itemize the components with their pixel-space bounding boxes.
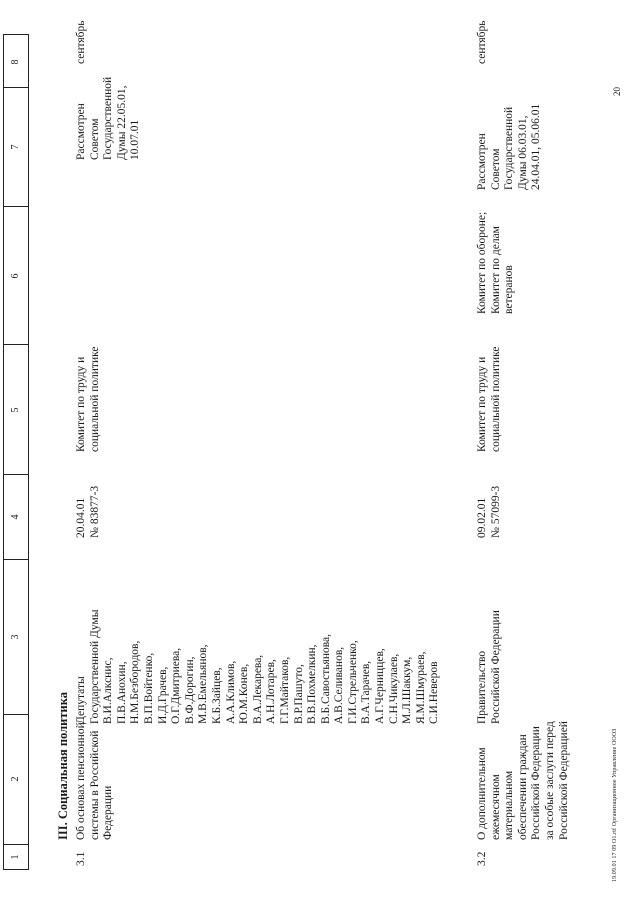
row-3-1-date-reg: 20.04.01 № 83877-3 xyxy=(75,485,101,538)
row-3-2-initiator: Правительство Российской Федерации xyxy=(476,610,502,724)
header-col-4: 4 xyxy=(10,514,21,520)
header-col-2: 2 xyxy=(10,776,21,782)
header-col-1: 1 xyxy=(10,854,21,860)
row-3-1-initiator: Депутаты Государственной Думы В.И.Алкснис, П.В.Анохин, Н.М.Безбородов, В.П.Войтенко, И.Д.Грачев, О.Г.Дмитриева, В.Ф.Дорогин, М.В.Емельянов, К.Б.Зайцев, А.А.Климов, Ю.М.Конев, В.А.Лекарева, А.Н.Лотарев, Г.Г.Майтаков, В.Р.Пашуто, В.В.Похмелкин, В.Б.Савостьянова, А.В.Селиванов, Г.И.Стрельченко, В.А.Тарачев, А.Г.Черниццев, С.Н.Чикулаев, М.Л.Шаккум, Я.М.Шмураев, С.И.Неверов xyxy=(75,609,441,724)
row-3-1-title: Об основах пенсионной системы в Российской Федерации xyxy=(75,722,115,840)
row-3-1-number: 3.1 xyxy=(75,851,87,866)
header-bottom-border xyxy=(28,34,29,870)
page-number: 20 xyxy=(612,87,622,96)
row-3-2-date-reg: 09.02.01 № 57099-3 xyxy=(476,485,502,538)
row-3-2-co-committee: Комитет по обороне; Комитет по делам ветеранов xyxy=(476,211,516,314)
col-sep xyxy=(3,206,29,207)
row-3-2-status: Рассмотрен Советом Государственной Думы 06.03.01, 24.04.01, 05.06.01 xyxy=(476,103,543,190)
row-3-2-title: О дополнительном ежемесячном материальном обеспечении граждан Российской Федерации за особые заслуги перед Российской Федерацией xyxy=(476,721,570,840)
section-title: III. Социальная политика xyxy=(56,692,70,840)
row-3-1-month: сентябрь xyxy=(75,20,87,64)
row-3-2-month: сентябрь xyxy=(476,20,488,64)
row-3-1-committee: Комитет по труду и социальной политике xyxy=(75,346,101,452)
header-col-7: 7 xyxy=(10,144,21,150)
col-sep xyxy=(3,34,29,35)
row-3-2-number: 3.2 xyxy=(476,851,488,866)
col-sep xyxy=(3,344,29,345)
header-col-6: 6 xyxy=(10,273,21,279)
header-col-3: 3 xyxy=(10,634,21,640)
col-sep xyxy=(3,714,29,715)
col-sep xyxy=(3,474,29,475)
row-3-2-committee: Комитет по труду и социальной политике xyxy=(476,346,502,452)
row-3-1-status: Рассмотрен Советом Государственной Думы 22.05.01, 10.07.01 xyxy=(75,76,142,160)
col-sep xyxy=(3,87,29,88)
document-footer: 19.09.01 17 09 O1.rtf Организационное Управление ОООЗ xyxy=(612,728,618,882)
col-sep xyxy=(3,559,29,560)
header-col-8: 8 xyxy=(10,59,21,65)
header-col-5: 5 xyxy=(10,407,21,413)
table-top-border xyxy=(3,34,4,870)
